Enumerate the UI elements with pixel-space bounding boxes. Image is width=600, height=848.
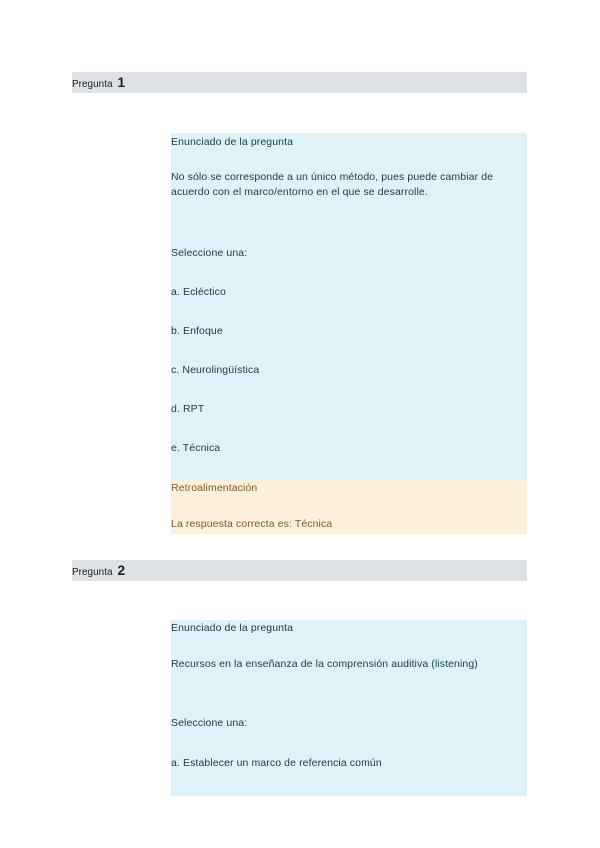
option-b[interactable]: b. Enfoque — [171, 325, 223, 337]
question-1-feedback — [171, 480, 527, 534]
select-prompt: Seleccione una: — [171, 717, 248, 729]
option-a[interactable]: a. Ecléctico — [171, 286, 226, 298]
question-2-content — [171, 620, 527, 796]
option-c[interactable]: c. Neurolingüística — [171, 364, 260, 376]
question-label: Pregunta — [72, 567, 113, 578]
question-1-content — [171, 133, 527, 480]
feedback-heading: Retroalimentación — [171, 482, 258, 494]
option-a[interactable]: a. Establecer un marco de referencia común — [171, 757, 382, 769]
question-1-header — [72, 72, 527, 93]
statement-heading: Enunciado de la pregunta — [171, 622, 294, 634]
question-label: Pregunta — [72, 79, 113, 90]
option-e[interactable]: e. Técnica — [171, 442, 221, 454]
question-statement: No sólo se corresponde a un único método, pues puede cambiar de acuerdo con el marco/entorno en el que se desarrolle. — [171, 171, 494, 198]
question-number: 2 — [117, 562, 126, 578]
statement-heading: Enunciado de la pregunta — [171, 136, 294, 148]
select-prompt: Seleccione una: — [171, 247, 248, 259]
question-statement: Recursos en la enseñanza de la comprensión auditiva (listening) — [171, 658, 478, 670]
correct-answer-text: La respuesta correcta es: Técnica — [171, 518, 333, 530]
option-d[interactable]: d. RPT — [171, 403, 205, 415]
question-number: 1 — [117, 74, 126, 90]
question-2-header — [72, 560, 527, 581]
